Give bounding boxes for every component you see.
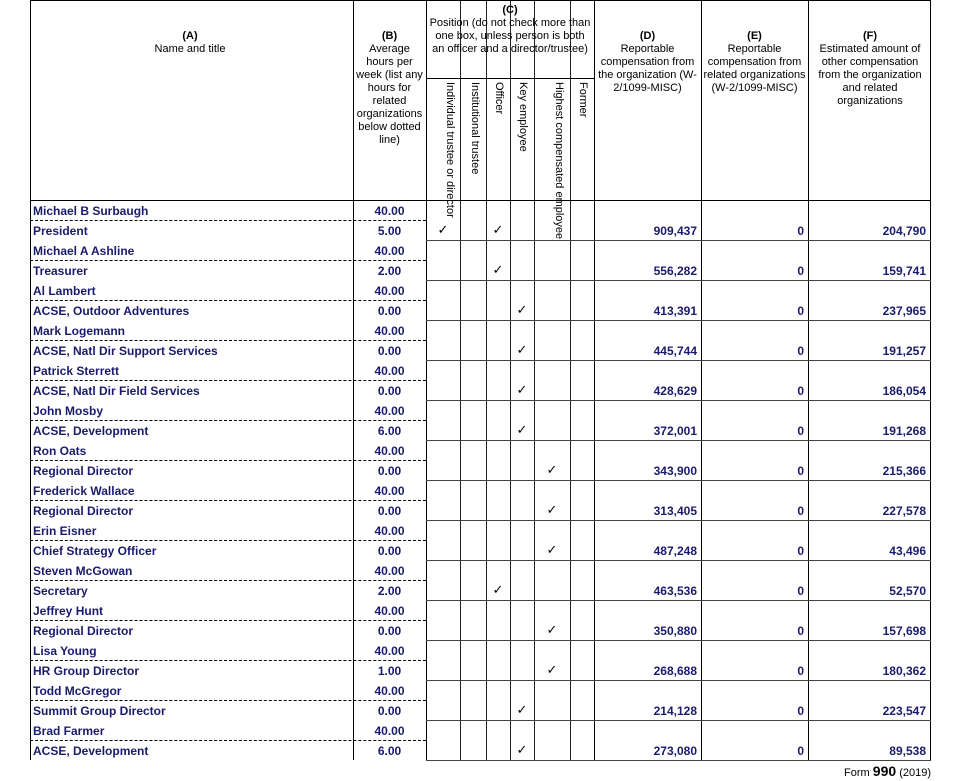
person-title: ACSE, Development [33,744,149,758]
position-check-mark: ✓ [492,222,504,237]
hours-related-orgs: 0.00 [377,344,402,358]
hours-per-week: 40.00 [374,404,405,418]
hours-related-orgs: 0.00 [377,704,402,718]
position-check-mark: ✓ [516,342,528,357]
table-row [30,561,931,601]
dotted-line [30,540,426,541]
other-compensation: 52,570 [889,584,926,598]
person-name: Frederick Wallace [33,484,135,498]
dotted-line [30,460,426,461]
reportable-comp-org: 268,688 [653,664,697,678]
position-check-mark: ✓ [516,702,528,717]
reportable-comp-related: 0 [797,504,804,518]
header-e-text: Reportable compensation from related organizations (W-2/1099-MISC) [703,43,806,94]
person-name: Steven McGowan [33,564,133,578]
person-title: Chief Strategy Officer [33,544,157,558]
hours-related-orgs: 0.00 [377,544,402,558]
other-compensation: 191,268 [882,424,926,438]
header-a-letter: (A) [182,30,198,42]
hours-related-orgs: 2.00 [377,264,402,278]
footer-form-label: Form [844,767,870,779]
header-d-letter: (D) [639,30,656,42]
reportable-comp-related: 0 [797,464,804,478]
reportable-comp-related: 0 [797,664,804,678]
hours-per-week: 40.00 [374,564,405,578]
table-row [30,361,931,401]
table-row [30,201,931,241]
position-check-mark: ✓ [516,422,528,437]
hours-per-week: 40.00 [374,324,405,338]
dotted-line [30,500,426,501]
dotted-line [30,300,426,301]
person-title: Regional Director [33,464,134,478]
reportable-comp-related: 0 [797,344,804,358]
hours-per-week: 40.00 [374,284,405,298]
table-row [30,441,931,481]
reportable-comp-org: 909,437 [653,224,697,238]
header-c-former: Former [577,82,589,118]
person-title: Summit Group Director [33,704,166,718]
header-b-letter: (B) [381,30,398,42]
person-name: Ron Oats [33,444,87,458]
person-name: John Mosby [33,404,104,418]
person-name: Michael B Surbaugh [33,204,149,218]
dotted-line [30,740,426,741]
person-title: Secretary [33,584,88,598]
person-title: ACSE, Development [33,424,149,438]
dotted-line [30,700,426,701]
hours-related-orgs: 6.00 [377,424,402,438]
footer-form-number: 990 [872,763,897,779]
reportable-comp-related: 0 [797,704,804,718]
table-row [30,681,931,721]
other-compensation: 180,362 [882,664,926,678]
dotted-line [30,220,426,221]
reportable-comp-org: 445,744 [653,344,697,358]
person-title: ACSE, Natl Dir Field Services [33,384,200,398]
other-compensation: 43,496 [889,544,926,558]
hours-per-week: 40.00 [374,684,405,698]
header-b [354,30,425,147]
reportable-comp-org: 428,629 [653,384,697,398]
header-d-text: Reportable compensation from the organization (W-2/1099-MISC) [598,43,697,94]
other-compensation: 223,547 [882,704,926,718]
hours-per-week: 40.00 [374,204,405,218]
reportable-comp-related: 0 [797,384,804,398]
header-c-institutional-trustee: Institutional trustee [469,82,481,175]
person-title: Regional Director [33,504,134,518]
person-name: Patrick Sterrett [33,364,120,378]
reportable-comp-related: 0 [797,544,804,558]
header-c-individual-trustee: Individual trustee or director [444,82,456,218]
position-check-mark: ✓ [546,542,558,557]
hours-related-orgs: 6.00 [377,744,402,758]
hours-per-week: 40.00 [374,364,405,378]
table-row [30,281,931,321]
hours-related-orgs: 0.00 [377,304,402,318]
top-border [30,0,931,1]
person-name: Lisa Young [33,644,97,658]
reportable-comp-org: 487,248 [653,544,697,558]
hours-related-orgs: 1.00 [377,664,402,678]
position-check-mark: ✓ [516,302,528,317]
other-compensation: 215,366 [882,464,926,478]
position-check-mark: ✓ [546,662,558,677]
hours-related-orgs: 0.00 [377,504,402,518]
other-compensation: 237,965 [882,304,926,318]
reportable-comp-org: 372,001 [653,424,697,438]
header-e-letter: (E) [747,30,762,42]
header-c-highest-compensated: Highest compensated employee [553,82,565,240]
position-check-mark: ✓ [516,742,528,757]
dotted-line [30,260,426,261]
form-footer [844,763,931,779]
row-bottom-line [426,760,931,761]
header-f-text: Estimated amount of other compensation from the organization and related organizations [818,43,922,107]
reportable-comp-related: 0 [797,304,804,318]
person-name: Al Lambert [33,284,96,298]
hours-per-week: 40.00 [374,724,405,738]
position-check-mark: ✓ [546,622,558,637]
header-c-officer: Officer [493,82,505,115]
header-c [428,4,592,56]
hours-related-orgs: 0.00 [377,624,402,638]
position-check-mark: ✓ [546,462,558,477]
other-compensation: 157,698 [882,624,926,638]
reportable-comp-related: 0 [797,624,804,638]
dotted-line [30,580,426,581]
person-title: Treasurer [33,264,88,278]
header-c-key-employee: Key employee [517,82,529,152]
header-f-letter: (F) [862,30,878,42]
header-f [811,30,929,108]
person-name: Jeffrey Hunt [33,604,104,618]
hours-related-orgs: 2.00 [377,584,402,598]
table-row [30,601,931,641]
reportable-comp-related: 0 [797,264,804,278]
table-row [30,401,931,441]
dotted-line [30,340,426,341]
hours-per-week: 40.00 [374,604,405,618]
reportable-comp-org: 273,080 [653,744,697,758]
reportable-comp-org: 463,536 [653,584,697,598]
person-title: HR Group Director [33,664,140,678]
person-title: Regional Director [33,624,134,638]
table-row [30,721,931,761]
other-compensation: 186,054 [882,384,926,398]
reportable-comp-org: 350,880 [653,624,697,638]
reportable-comp-org: 343,900 [653,464,697,478]
header-a-text: Name and title [154,43,226,55]
dotted-line [30,660,426,661]
person-name: Michael A Ashline [33,244,135,258]
hours-per-week: 40.00 [374,644,405,658]
other-compensation: 227,578 [882,504,926,518]
hours-per-week: 40.00 [374,484,405,498]
person-title: ACSE, Outdoor Adventures [33,304,190,318]
other-compensation: 159,741 [882,264,926,278]
reportable-comp-org: 214,128 [653,704,697,718]
reportable-comp-org: 413,391 [653,304,697,318]
hours-per-week: 40.00 [374,524,405,538]
reportable-comp-related: 0 [797,424,804,438]
hours-per-week: 40.00 [374,444,405,458]
table-row [30,521,931,561]
dotted-line [30,620,426,621]
person-name: Brad Farmer [33,724,105,738]
position-check-mark: ✓ [492,582,504,597]
hours-related-orgs: 5.00 [377,224,402,238]
person-name: Erin Eisner [33,524,97,538]
reportable-comp-related: 0 [797,744,804,758]
hours-related-orgs: 0.00 [377,384,402,398]
other-compensation: 204,790 [882,224,926,238]
table-row [30,481,931,521]
position-check-mark: ✓ [546,502,558,517]
person-name: Mark Logemann [33,324,126,338]
header-d [596,30,699,95]
header-e [703,30,806,95]
hours-related-orgs: 0.00 [377,464,402,478]
header-c-text: Position (do not check more than one box, unless person is both an officer and a director/trustee) [429,17,591,55]
person-title: President [33,224,88,238]
header-c-letter: (C) [502,4,518,16]
hours-per-week: 40.00 [374,244,405,258]
reportable-comp-org: 313,405 [653,504,697,518]
form-990-part-vii-table [30,0,931,762]
position-subheader-line [426,78,594,79]
person-title: ACSE, Natl Dir Support Services [33,344,218,358]
dotted-line [30,380,426,381]
position-check-mark: ✓ [437,222,449,237]
reportable-comp-related: 0 [797,224,804,238]
table-row [30,321,931,361]
other-compensation: 89,538 [889,744,926,758]
header-a [90,30,290,56]
reportable-comp-related: 0 [797,584,804,598]
position-check-mark: ✓ [492,262,504,277]
table-row [30,241,931,281]
person-name: Todd McGregor [33,684,122,698]
dotted-line [30,420,426,421]
reportable-comp-org: 556,282 [653,264,697,278]
table-row [30,641,931,681]
footer-year: (2019) [899,767,931,779]
header-b-text: Average hours per week (list any hours for related organizations below dotted line) [356,43,423,146]
position-check-mark: ✓ [516,382,528,397]
other-compensation: 191,257 [882,344,926,358]
